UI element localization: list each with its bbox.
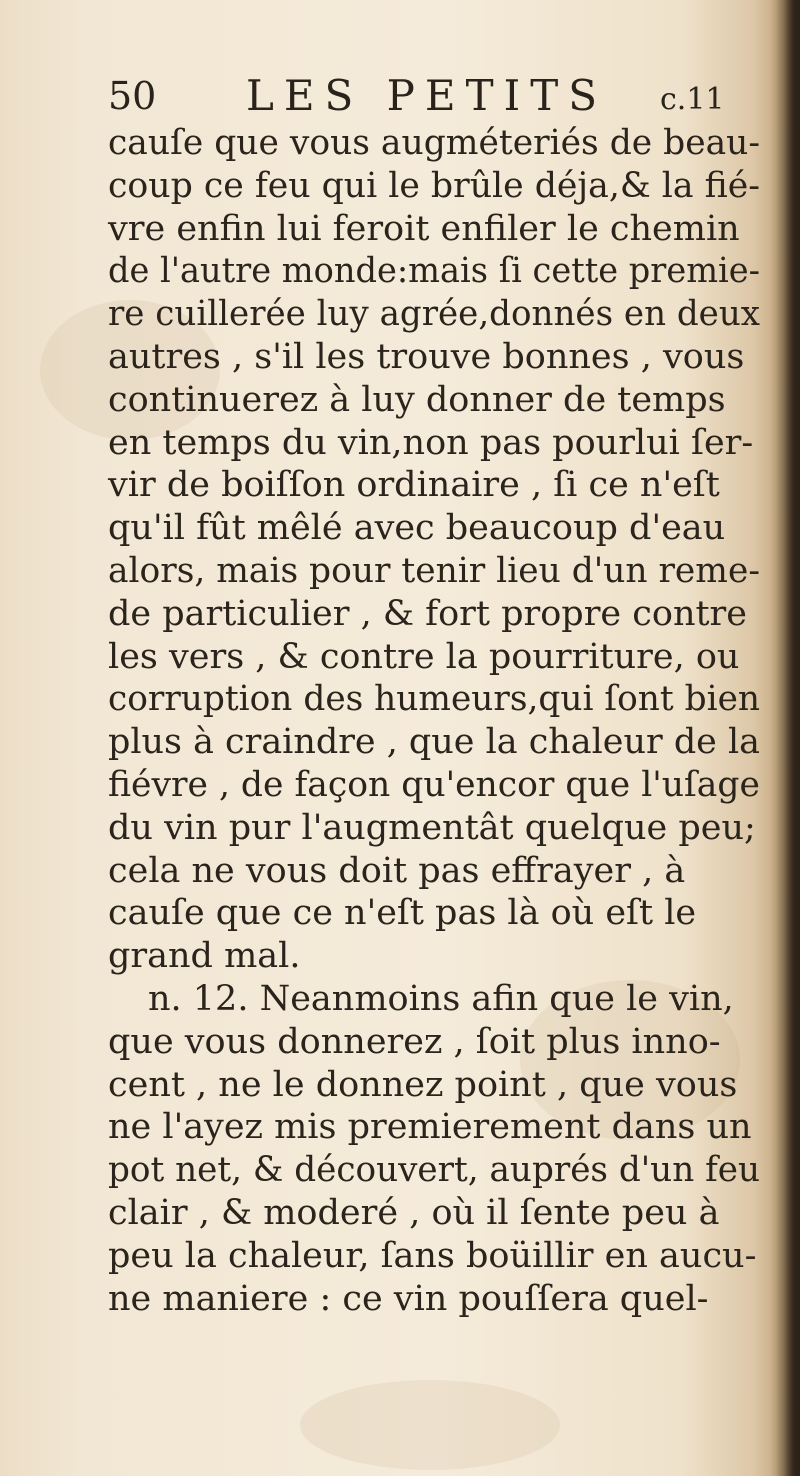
chapter-label: c.11 [660, 82, 725, 117]
text-line: autres , s'il les trouve bonnes , vous [108, 336, 745, 377]
text-line: de l'autre monde:mais ſi cette premie- [108, 251, 761, 292]
paper-stain [300, 1380, 560, 1470]
text-line: cent , ne le donnez point , que vous [108, 1064, 738, 1105]
page-header [108, 70, 748, 130]
text-line: de particulier , & fort propre contre [108, 593, 747, 634]
text-line: alors, mais pour tenir lieu d'un reme- [108, 550, 760, 591]
text-line: clair , & moderé , où il ſente peu à [108, 1192, 720, 1233]
paragraph-start-line: n. 12. Neanmoins afin que le vin, [148, 978, 734, 1019]
body-text [108, 122, 768, 1320]
page-number: 50 [108, 74, 157, 118]
text-line: cauſe que vous augméteriés de beau- [108, 123, 761, 163]
text-line: plus à craindre , que la chaleur de la [108, 722, 760, 763]
book-spine-shadow [770, 0, 800, 1476]
text-line: vre enfin lui feroit enfiler le chemin [108, 208, 740, 249]
text-line: cela ne vous doit pas effrayer , à [108, 850, 686, 891]
text-line: ne l'ayez mis premierement dans un [108, 1107, 752, 1148]
text-line: continuerez à luy donner de temps [108, 379, 726, 420]
text-line: du vin pur l'augmentât quelque peu; [108, 807, 756, 848]
text-line: les vers , & contre la pourriture, ou [108, 636, 740, 677]
text-line: vir de boiſſon ordinaire , ſi ce n'eſt [108, 465, 720, 506]
text-line: pot net, & découvert, auprés d'un feu [108, 1150, 761, 1191]
text-line: coup ce feu qui le brûle déja,& la fié- [108, 165, 760, 206]
text-line: en temps du vin,non pas pourlui ſer- [108, 422, 754, 463]
text-line: re cuillerée luy agrée,donnés en deux [108, 294, 761, 335]
running-title: LES PETITS [246, 71, 607, 120]
text-line: ne maniere : ce vin pouſſera quel- [108, 1278, 709, 1319]
text-line: cauſe que ce n'eſt pas là où eſt le [108, 893, 697, 934]
text-line: fiévre , de façon qu'encor que l'uſage [108, 764, 760, 805]
text-line: peu la chaleur, ſans boüillir en aucu- [108, 1235, 757, 1276]
text-line: qu'il fût mêlé avec beaucoup d'eau [108, 508, 726, 549]
text-line: corruption des humeurs,qui ſont bien [108, 679, 761, 720]
text-line: que vous donnerez , ſoit plus inno- [108, 1021, 721, 1062]
text-line: grand mal. [108, 936, 301, 977]
